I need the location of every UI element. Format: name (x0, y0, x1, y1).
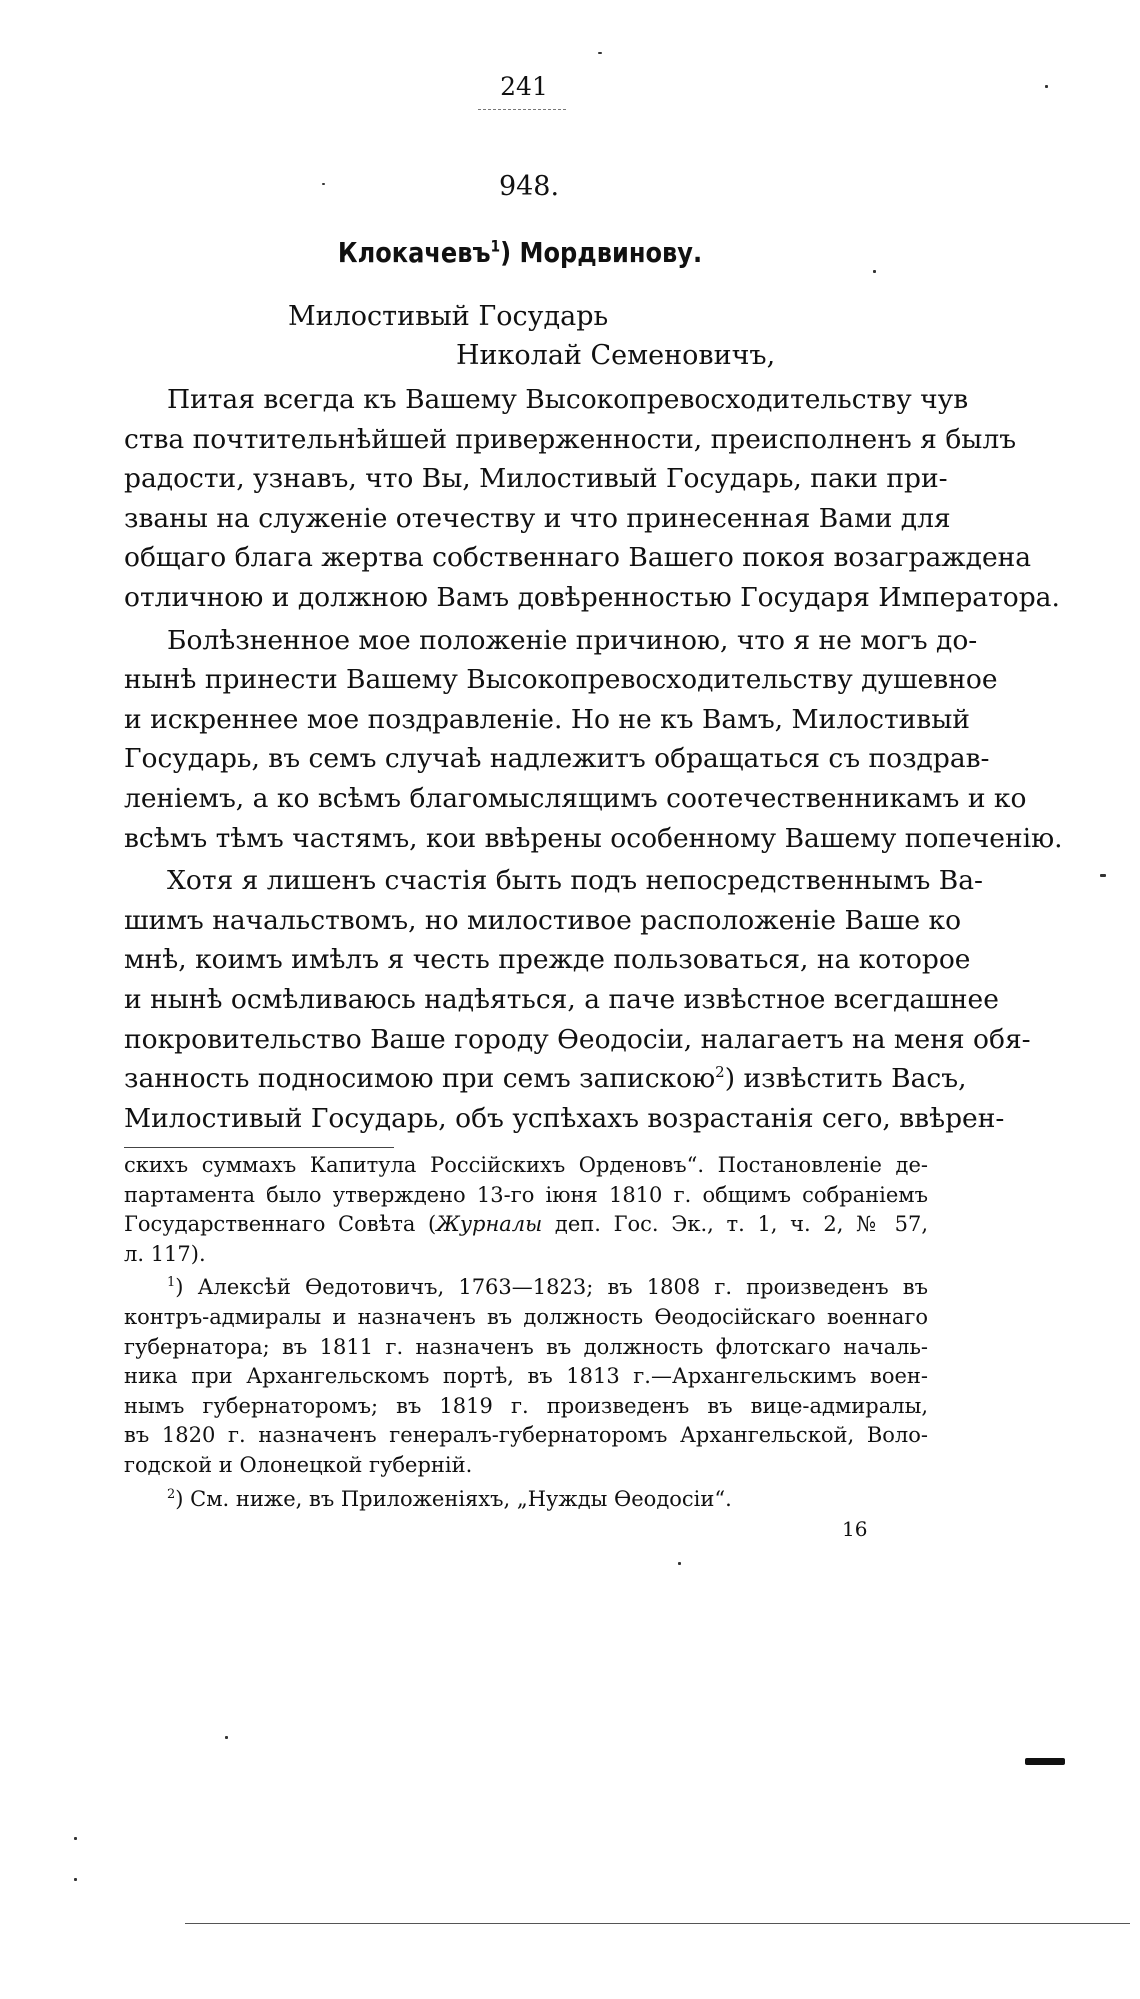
page-number-underline (478, 109, 566, 110)
body-line-text: ) извѣстить Васъ, (724, 1063, 967, 1095)
scan-speck (74, 1878, 77, 1881)
body-line: нынѣ принести Вашему Высокопревосходительству душевное (124, 664, 998, 696)
body-footnote-marker: 2 (715, 1063, 725, 1082)
footnote-continuation-line: л. 117). (124, 1241, 206, 1266)
footnote-1-line (124, 1273, 928, 1303)
body-line: леніемъ, а ко всѣмъ благомыслящимъ соотечественникамъ и ко (124, 782, 1027, 814)
footnotes (124, 1151, 928, 1514)
scan-speck (322, 183, 325, 185)
body-line: и нынѣ осмѣливаюсь надѣяться, а паче извѣстное всегдашнее (124, 983, 999, 1015)
footnote-2-line (124, 1485, 928, 1515)
body-line (124, 1059, 967, 1099)
footnote-text: ) См. ниже, въ Приложеніяхъ, „Нужды Ѳеодосіи“. (175, 1486, 732, 1511)
footnote-separator (124, 1147, 394, 1148)
scan-speck (598, 52, 602, 54)
scan-bottom-edge-line (185, 1923, 1130, 1924)
body-line: Болѣзненное мое положеніе причиною, что я не могъ до- (167, 624, 978, 656)
body-line: радости, узнавъ, что Вы, Милостивый Государь, паки при- (124, 463, 948, 495)
footnote-text: Государственнаго Совѣта ( (124, 1212, 437, 1237)
scan-speck (1100, 874, 1106, 877)
body-line: всѣмъ тѣмъ частямъ, кои ввѣрены особенному Вашему попеченію. (124, 822, 1063, 854)
footnote-2-marker: 2 (167, 1486, 176, 1502)
body-line: покровительство Ваше городу Ѳеодосіи, налагаетъ на меня обя- (124, 1023, 1031, 1055)
scan-edge-mark (1025, 1758, 1065, 1765)
footnote-text: ) Алексѣй Ѳедотовичъ, 1763—1823; въ 1808 г. произведенъ въ (175, 1275, 928, 1300)
body-line: ства почтительнѣйшей приверженности, преисполненъ я былъ (124, 423, 1017, 455)
document-title (73, 236, 967, 270)
footnote-text: деп. Гос. Эк., т. 1, ч. 2, № 57, (542, 1212, 929, 1237)
body-line: общаго блага жертва собственнаго Вашего покоя возаграждена (124, 542, 1032, 574)
scan-speck (1045, 85, 1048, 88)
salutation-line-2: Николай Семеновичъ, (456, 340, 776, 371)
footnote-1-line: контръ-адмиралы и назначенъ въ должность Ѳеодосійскаго военнаго (124, 1304, 928, 1329)
body-line: мнѣ, коимъ имѣлъ я честь прежде пользоваться, на которое (124, 944, 971, 976)
footnote-continuation-line: скихъ суммахъ Капитула Россійскихъ Орденовъ“. Постановленіе де- (124, 1153, 928, 1177)
salutation-line-1: Милостивый Государь (288, 301, 609, 332)
footnote-1-line: ника при Архангельскомъ портѣ, въ 1813 г.—Архангельскимъ воен- (124, 1364, 928, 1389)
title-name: Клокачевъ (337, 236, 491, 269)
scan-speck (74, 1837, 77, 1840)
footnote-continuation-line: партамента было утверждено 13-го іюня 1810 г. общимъ собраніемъ (124, 1182, 928, 1207)
title-suffix: ) Мордвинову. (500, 236, 703, 269)
footnote-1-line: губернатора; въ 1811 г. назначенъ въ должность флотскаго началь- (124, 1334, 928, 1359)
document-number: 948. (498, 171, 560, 202)
page-number: 241 (500, 72, 548, 101)
title-footnote-marker: 1 (490, 236, 501, 256)
footnote-1-line: нымъ губернаторомъ; въ 1819 г. произведенъ въ вице-адмиралы, (124, 1393, 928, 1418)
footnote-1-line: годской и Олонецкой губерній. (124, 1452, 473, 1477)
footnote-continuation-line (124, 1210, 928, 1240)
scan-speck (873, 270, 876, 273)
body-line: шимъ начальствомъ, но милостивое расположеніе Ваше ко (124, 904, 962, 936)
body-line: отличною и должною Вамъ довѣренностью Государя Императора. (124, 581, 1060, 613)
footnote-1-marker: 1 (167, 1275, 176, 1291)
sheet-signature-number: 16 (842, 1517, 868, 1541)
body-line: Питая всегда къ Вашему Высокопревосходительству чув (167, 384, 969, 415)
footnote-italic-source: Журналы (436, 1212, 543, 1237)
body-line-text: занность подносимою при семъ запискою (124, 1063, 716, 1095)
body-line: Милостивый Государь, объ успѣхахъ возрастанія сего, ввѣрен- (124, 1102, 1005, 1134)
body-line: званы на служеніе отечеству и что принесенная Вами для (124, 502, 951, 534)
scan-speck (225, 1736, 228, 1739)
body-line: Государь, въ семъ случаѣ надлежитъ обращаться съ поздрав- (124, 743, 990, 775)
footnote-1-line: въ 1820 г. назначенъ генералъ-губернаторомъ Архангельской, Воло- (124, 1423, 928, 1448)
letter-body (124, 380, 1063, 1138)
scan-speck (678, 1562, 681, 1565)
body-line: Хотя я лишенъ счастія быть подъ непосредственнымъ Ва- (167, 865, 983, 897)
body-line: и искреннее мое поздравленіе. Но не къ Вамъ, Милостивый (124, 703, 970, 735)
